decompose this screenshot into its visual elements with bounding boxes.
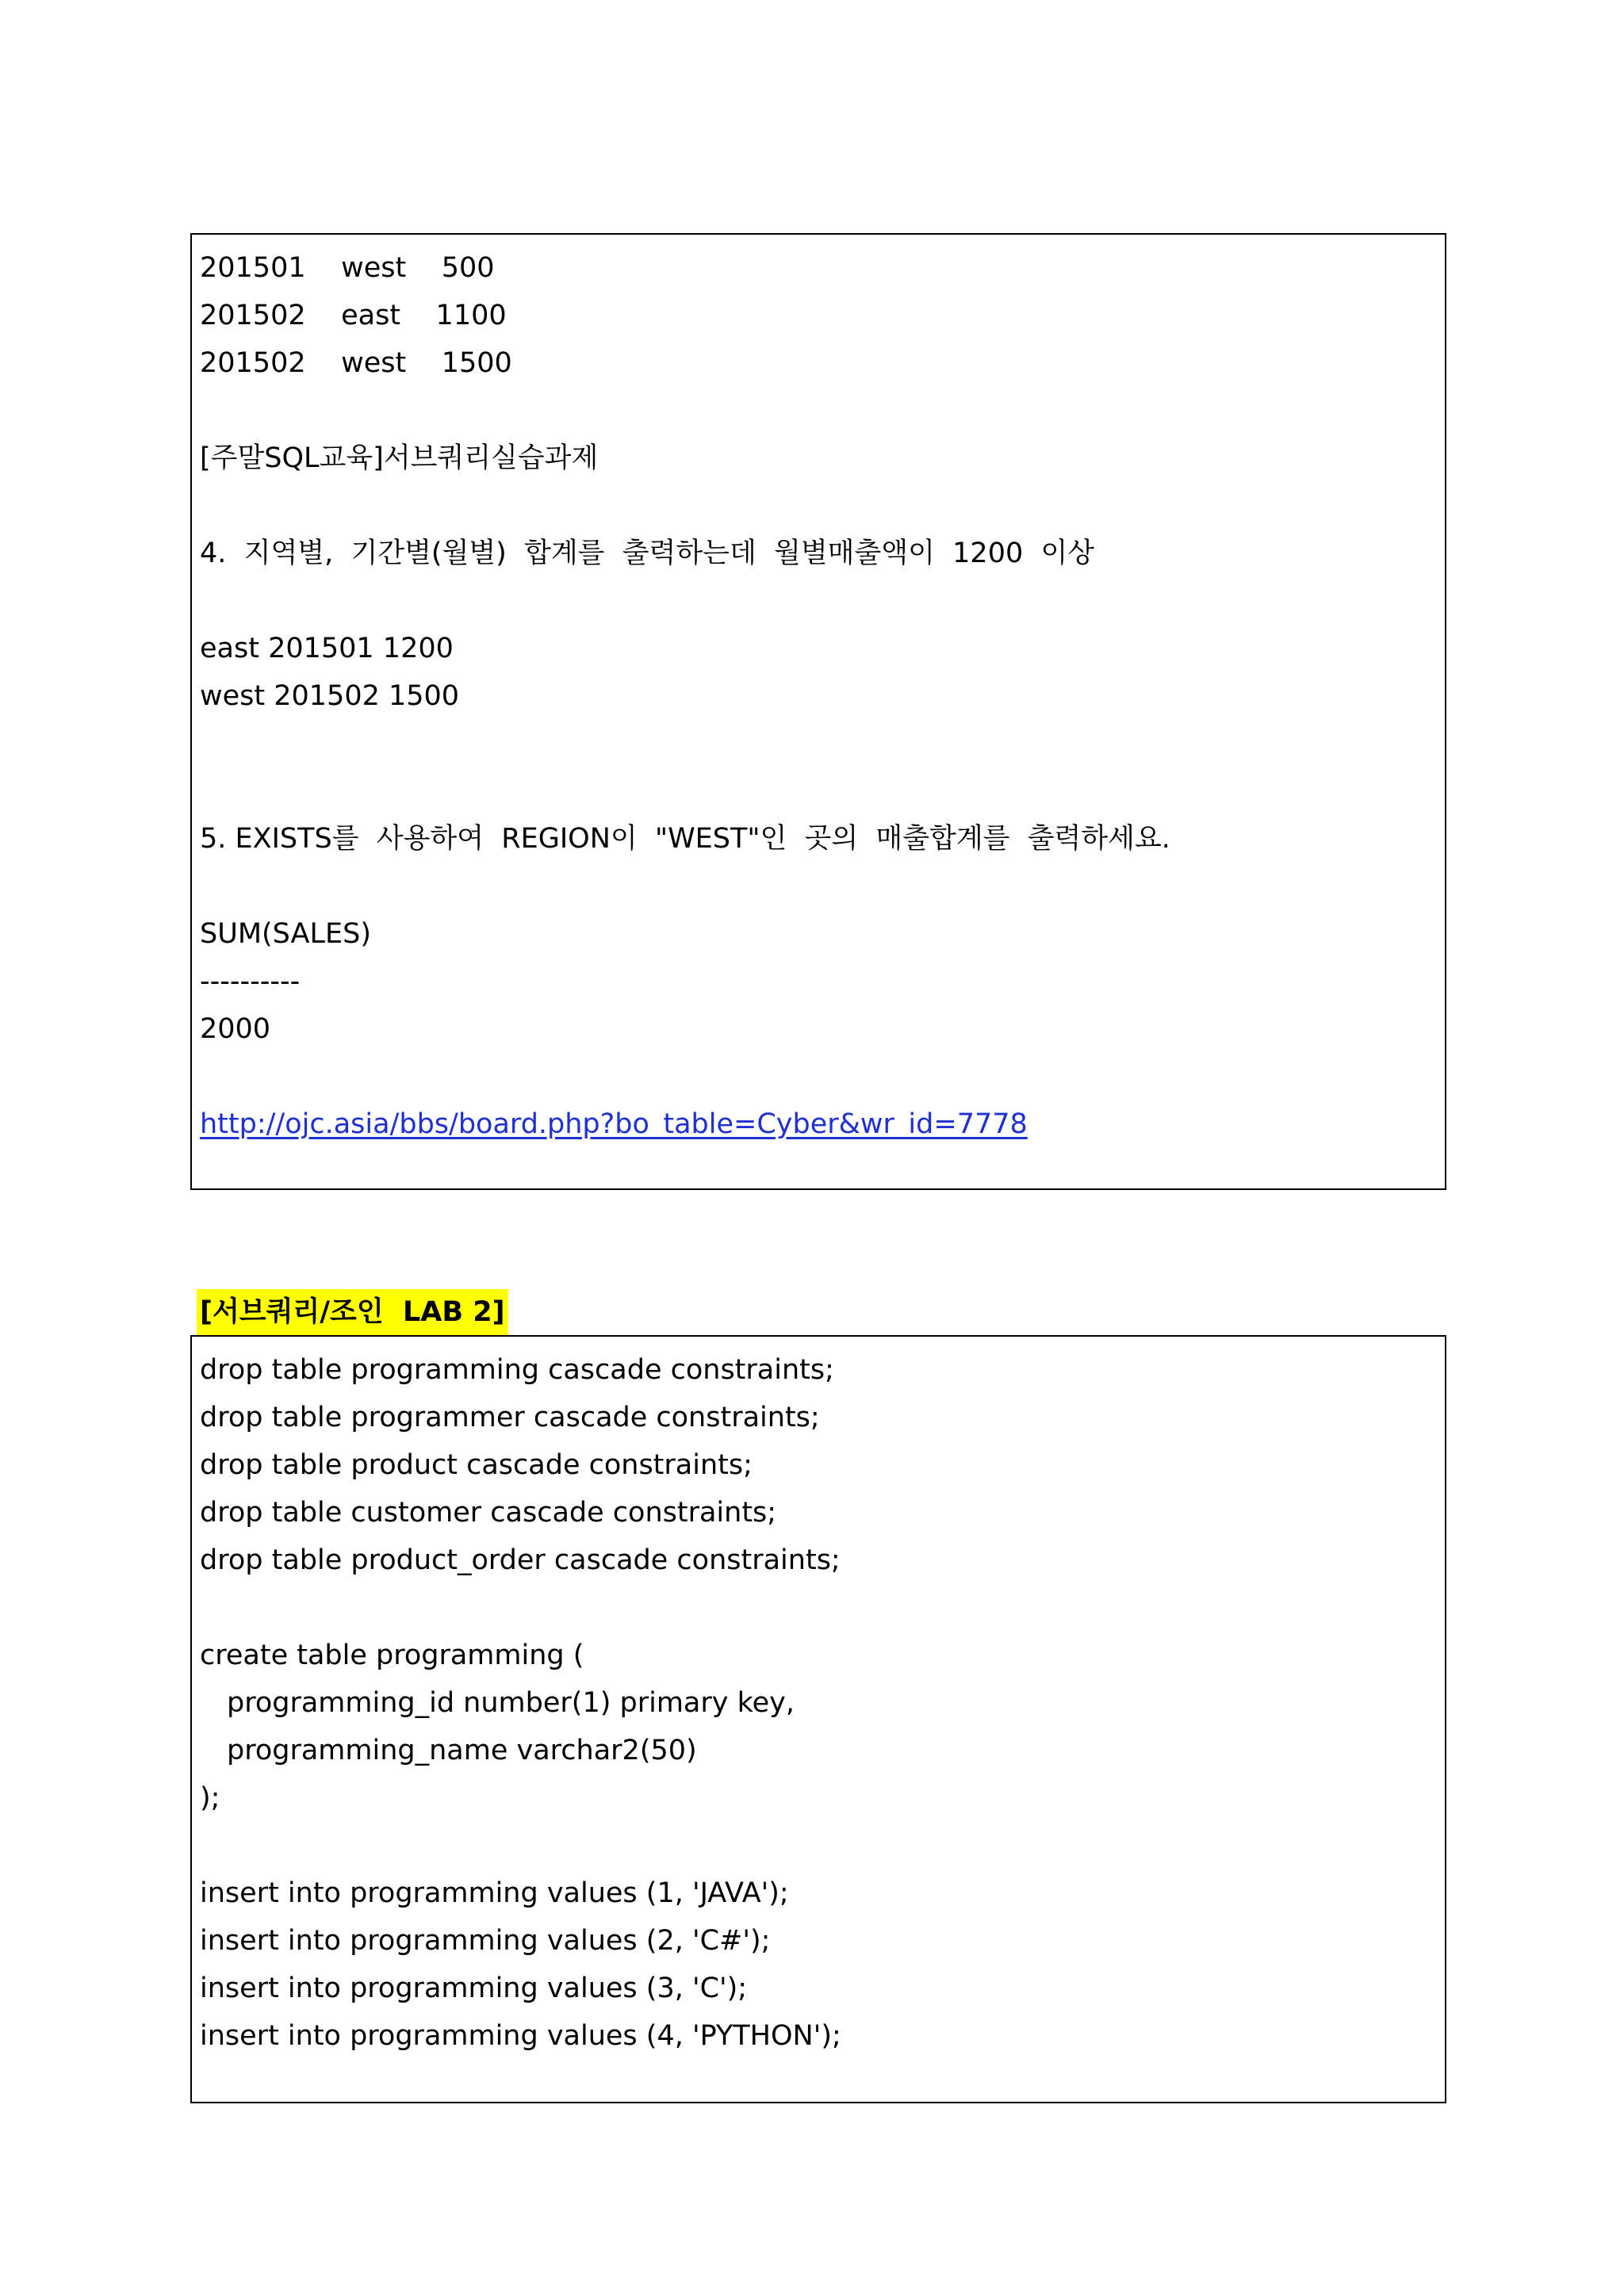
code-line: drop table programming cascade constraints; bbox=[200, 1354, 834, 1386]
blank-line bbox=[200, 577, 1437, 625]
blank-line bbox=[200, 767, 1437, 815]
question-4: 4. 지역별, 기간별(월별) 합계를 출력하는데 월별매출액이 1200 이상 bbox=[200, 538, 1095, 569]
data-row: 201501 west 500 bbox=[200, 252, 495, 284]
result-row: east 201501 1200 bbox=[200, 633, 454, 664]
result-divider: ---------- bbox=[200, 966, 301, 997]
blank-line bbox=[200, 1053, 1437, 1100]
blank-line bbox=[200, 387, 1437, 434]
blank-line bbox=[200, 1584, 1437, 1632]
code-line: insert into programming values (1, 'JAVA'); bbox=[200, 1877, 789, 1909]
code-line: drop table programmer cascade constraints; bbox=[200, 1402, 820, 1433]
blank-line bbox=[200, 1822, 1437, 1869]
exercise-box-1 bbox=[190, 233, 1446, 1190]
data-row: 201502 east 1100 bbox=[200, 300, 507, 331]
code-line: programming_id number(1) primary key, bbox=[227, 1687, 795, 1719]
blank-line bbox=[200, 482, 1437, 530]
blank-line bbox=[200, 720, 1437, 767]
reference-link[interactable]: http://ojc.asia/bbs/board.php?bo_table=Cyber&wr_id=7778 bbox=[200, 1108, 1028, 1140]
code-line: ); bbox=[200, 1782, 220, 1814]
code-line: drop table product cascade constraints; bbox=[200, 1449, 753, 1481]
code-line: insert into programming values (4, 'PYTHON'); bbox=[200, 2020, 841, 2052]
exercise-box-2 bbox=[190, 1335, 1446, 2103]
data-row: 201502 west 1500 bbox=[200, 347, 512, 379]
course-title: [주말SQL교육]서브쿼리실습과제 bbox=[200, 442, 599, 474]
section-heading-lab2: [서브쿼리/조인 LAB 2] bbox=[197, 1289, 508, 1335]
code-line: create table programming ( bbox=[200, 1640, 584, 1671]
code-line: programming_name varchar2(50) bbox=[227, 1735, 697, 1766]
code-line: drop table product_order cascade constraints; bbox=[200, 1544, 841, 1576]
code-line: insert into programming values (3, 'C'); bbox=[200, 1973, 748, 2004]
result-value: 2000 bbox=[200, 1013, 271, 1045]
blank-line bbox=[200, 863, 1437, 910]
code-line: insert into programming values (2, 'C#'); bbox=[200, 1925, 771, 1957]
result-header: SUM(SALES) bbox=[200, 918, 371, 950]
code-line: drop table customer cascade constraints; bbox=[200, 1497, 777, 1529]
result-row: west 201502 1500 bbox=[200, 680, 460, 712]
question-5: 5. EXISTS를 사용하여 REGION이 "WEST"인 곳의 매출합계를 출력하세요. bbox=[200, 823, 1170, 855]
